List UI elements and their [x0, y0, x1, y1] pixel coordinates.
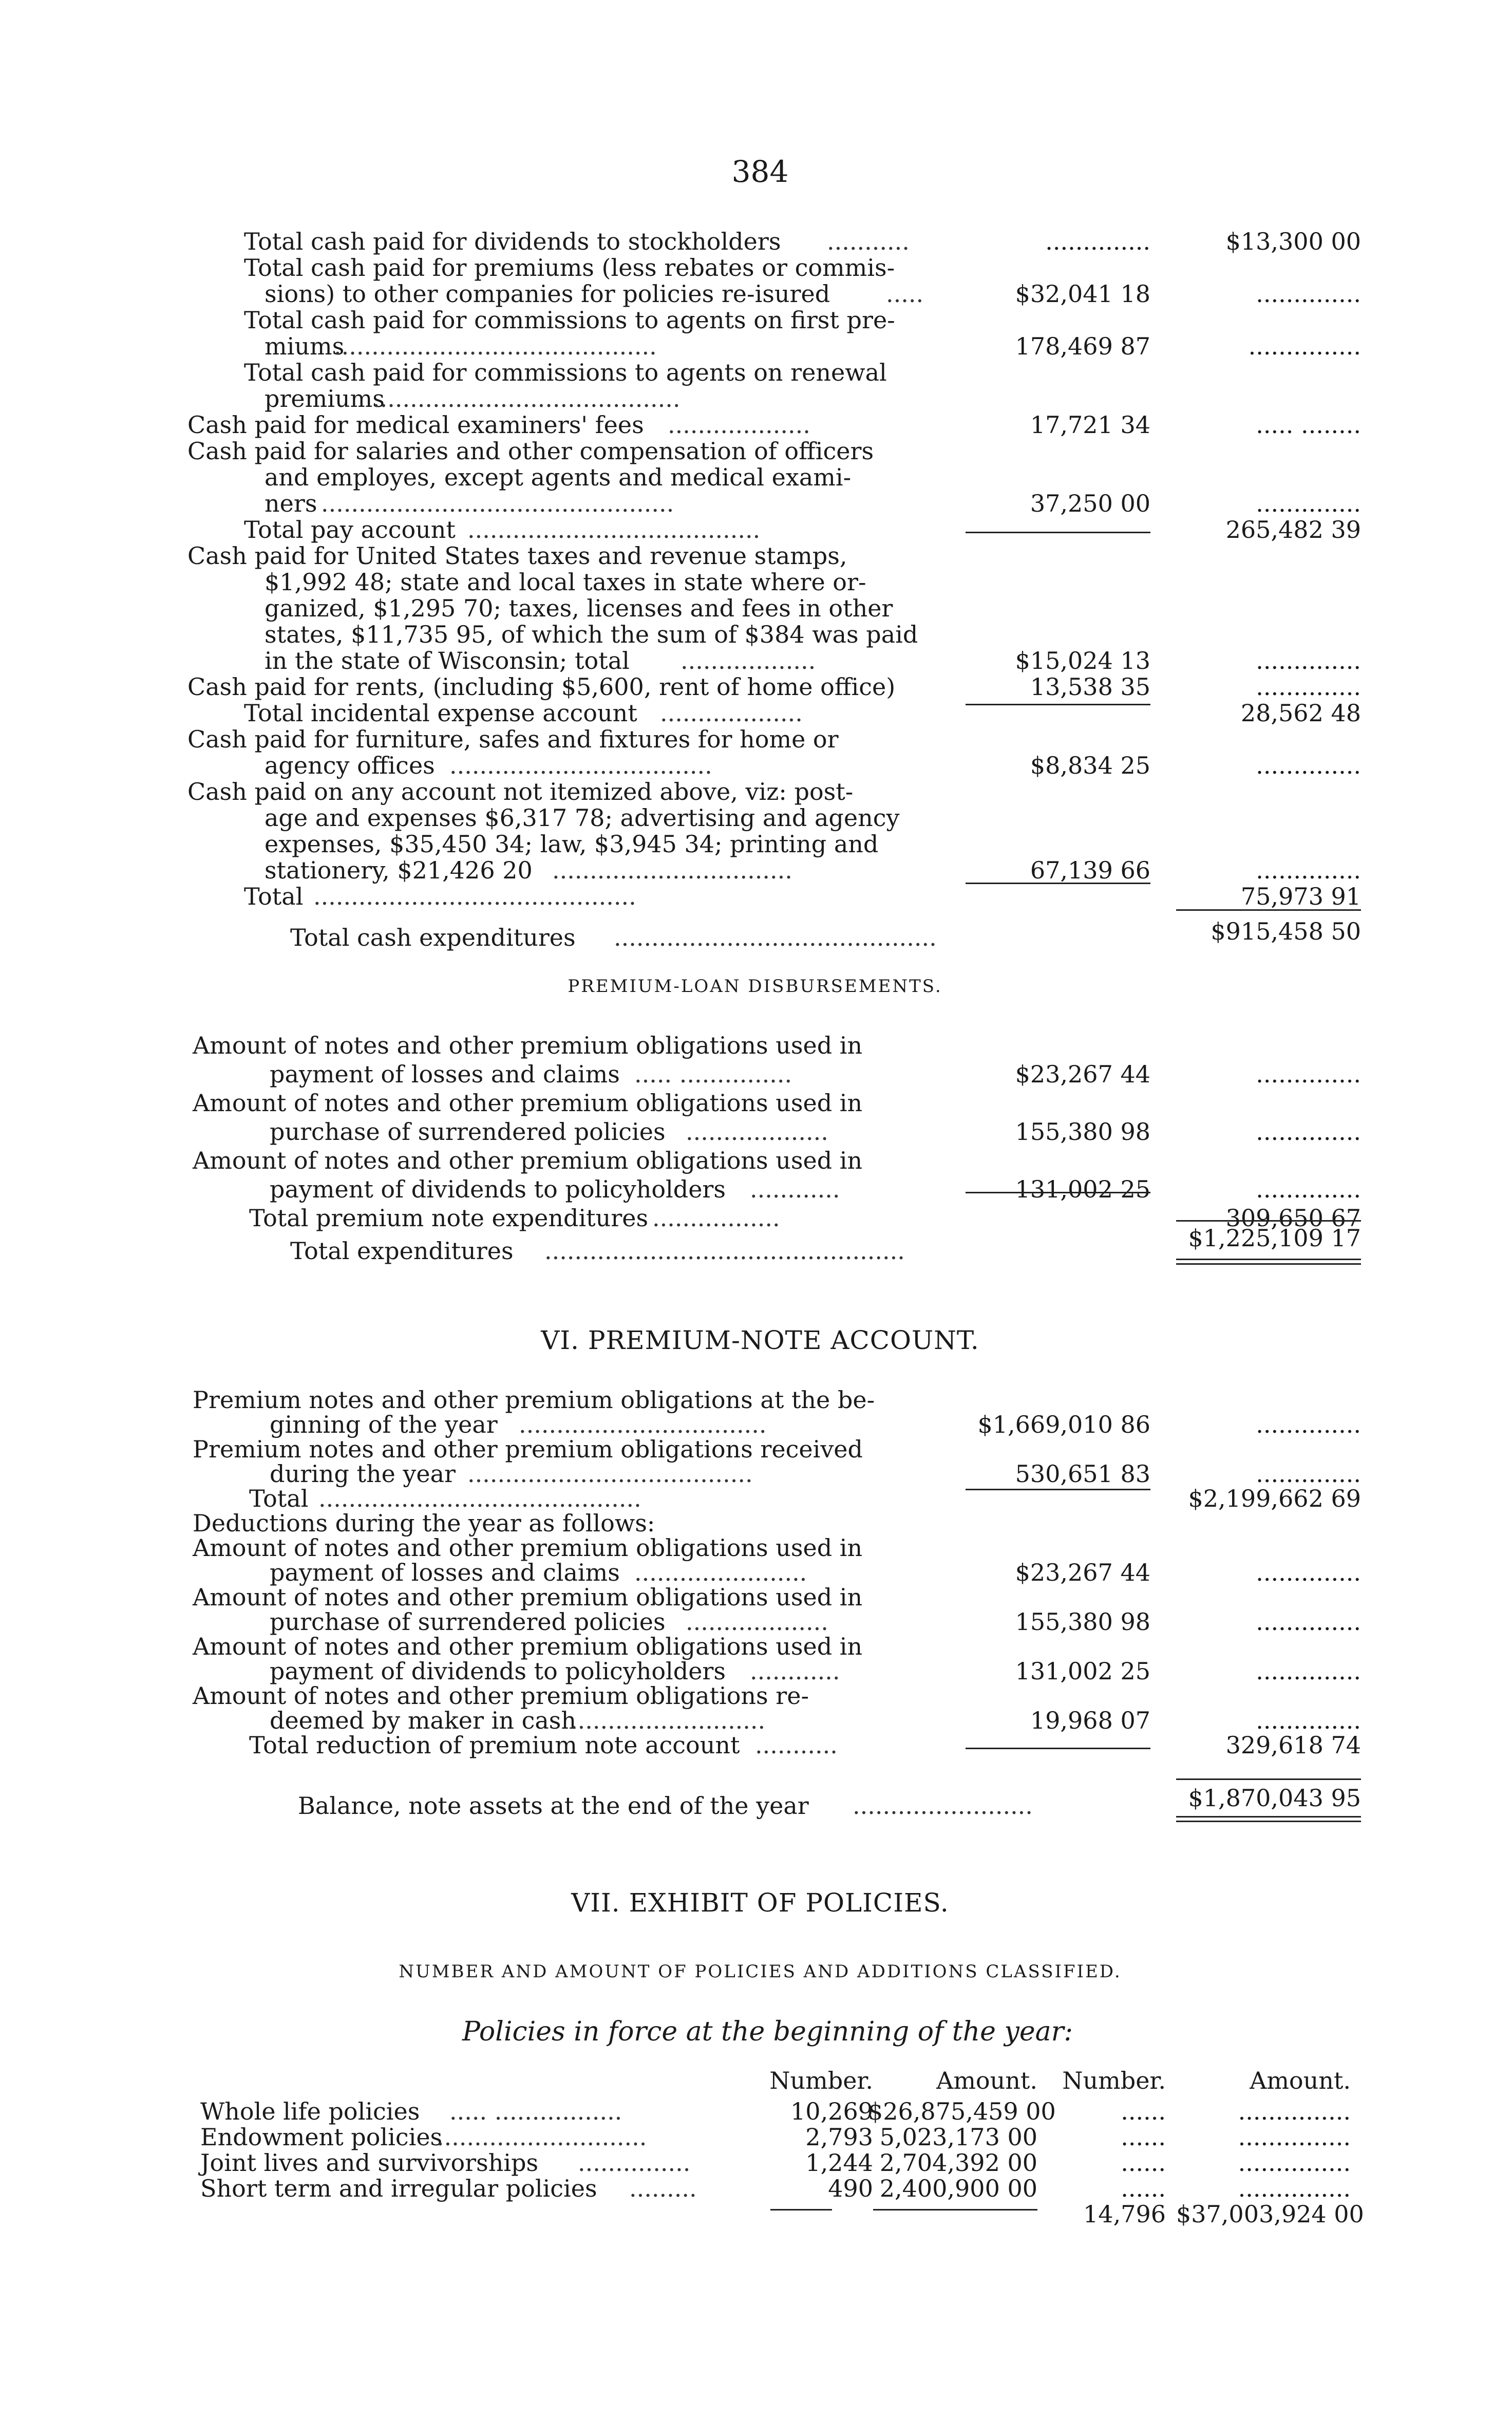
column-header: Amount.	[1250, 2067, 1351, 2094]
subtotal-rule	[966, 1748, 1150, 1749]
dot-leader: ...................	[668, 411, 810, 439]
row-label: Total pay account	[244, 516, 456, 544]
policy-amount: 2,400,900 00	[879, 2175, 1037, 2202]
col2-amount: ..... ........	[1256, 411, 1361, 439]
row-label: ners	[264, 490, 317, 517]
col2-amount: 75,973 91	[1240, 883, 1361, 910]
dot-leader: ...........	[827, 228, 910, 255]
dot-leader: .........................................	[372, 385, 681, 413]
policy-label: Whole life policies	[200, 2097, 420, 2125]
row-label: sions) to other companies for policies re-isured	[264, 280, 830, 308]
col1-amount: 17,721 34	[1030, 411, 1150, 439]
col2-amount: ..............	[1256, 280, 1361, 308]
row-label: Total reduction of premium note account	[249, 1731, 740, 1759]
col1-amount: 530,651 83	[1015, 1460, 1150, 1488]
policy-number: 490	[828, 2175, 873, 2202]
page-number: 384	[731, 154, 789, 189]
subtotal-rule	[966, 1192, 1150, 1193]
col2-amount: 28,562 48	[1240, 699, 1361, 727]
row-label: payment of losses and claims	[270, 1060, 620, 1088]
policy-number2: ......	[1121, 2175, 1166, 2202]
policy-number2: ......	[1121, 2097, 1166, 2125]
col2-amount: ..............	[1256, 1707, 1361, 1734]
dot-leader: ......................................	[467, 1460, 753, 1488]
dot-leader: .....	[886, 280, 924, 308]
row-label: payment of dividends to policyholders	[270, 1657, 726, 1685]
total-label: Total cash expenditures	[290, 924, 576, 951]
row-label: Amount of notes and other premium obligations used in	[193, 1583, 863, 1611]
dot-leader: ...............................................	[321, 490, 674, 517]
policy-number2: ......	[1121, 2123, 1166, 2151]
policy-amount: 2,704,392 00	[879, 2149, 1037, 2177]
policy-amount2: ...............	[1238, 2123, 1351, 2151]
row-label: Total premium note expenditures	[249, 1204, 649, 1232]
col1-amount: 178,469 87	[1015, 332, 1150, 360]
row-label: purchase of surrendered policies	[270, 1608, 666, 1636]
dot-leader: ..... .................	[449, 2097, 622, 2125]
policy-amount2: ...............	[1238, 2097, 1351, 2125]
dot-leader: ..........................	[570, 1707, 766, 1734]
col2-amount: ..............	[1256, 1460, 1361, 1488]
total-rule	[1176, 1220, 1361, 1222]
row-label: Cash paid for salaries and other compensation of officers	[187, 437, 874, 465]
col2-amount: ..............	[1256, 1411, 1361, 1438]
policy-label: Endowment policies	[200, 2123, 443, 2151]
col2-amount: 329,618 74	[1225, 1731, 1361, 1759]
col2-amount: ..............	[1256, 490, 1361, 517]
row-label: Amount of notes and other premium obligations re-	[193, 1682, 809, 1710]
row-label: miums	[264, 332, 345, 360]
col2-amount: ..............	[1256, 1175, 1361, 1203]
dot-leader: ...........................................	[334, 332, 657, 360]
policy-number: 2,793	[805, 2123, 873, 2151]
total-rule	[1176, 909, 1361, 911]
subtotal-rule	[966, 1489, 1150, 1490]
col1-amount: $8,834 25	[1030, 752, 1150, 779]
row-label: Premium notes and other premium obligations at the be-	[193, 1386, 875, 1414]
subtotal-rule	[966, 883, 1150, 884]
dot-leader: .........	[629, 2175, 697, 2202]
dot-leader: ...........................................	[614, 924, 937, 951]
policy-amount2: ...............	[1238, 2175, 1351, 2202]
total-label: Balance, note assets at the end of the year	[298, 1792, 809, 1820]
col2-amount: ..............	[1256, 1060, 1361, 1088]
policy-number2: ......	[1121, 2149, 1166, 2177]
row-label: Cash paid for United States taxes and revenue stamps,	[187, 542, 847, 570]
dot-leader: ...........................................	[318, 1485, 641, 1512]
subtotal-rule	[873, 2209, 1037, 2211]
dot-leader: ...................................	[449, 752, 712, 779]
section-heading: VII. EXHIBIT OF POLICIES.	[571, 1888, 949, 1918]
section-heading: VI. PREMIUM-NOTE ACCOUNT.	[541, 1325, 979, 1355]
col1-amount: ..............	[1045, 228, 1150, 255]
dot-leader: ..................	[681, 647, 816, 675]
policy-label: Joint lives and survivorships	[200, 2149, 539, 2177]
dot-leader: ...................	[686, 1118, 828, 1146]
subtotal-rule	[966, 532, 1150, 533]
col2-amount: 309,650 67	[1225, 1204, 1361, 1232]
row-label: Deductions during the year as follows:	[193, 1509, 655, 1537]
italic-heading: Policies in force at the beginning of the year:	[462, 2016, 1073, 2047]
row-label: Amount of notes and other premium obligations used in	[193, 1534, 863, 1562]
double-rule	[1176, 1816, 1361, 1822]
row-label: Cash paid on any account not itemized above, viz: post-	[187, 778, 854, 806]
col1-amount: 13,538 35	[1030, 673, 1150, 701]
col2-amount: ..............	[1256, 1118, 1361, 1146]
dot-leader: ........................	[853, 1792, 1033, 1820]
col2-amount: ..............	[1256, 752, 1361, 779]
total-rule	[1176, 1778, 1361, 1780]
col1-amount: 131,002 25	[1015, 1175, 1150, 1203]
col2-amount: $2,199,662 69	[1188, 1485, 1361, 1512]
dot-leader: ...................	[686, 1608, 828, 1636]
row-label: Cash paid for medical examiners' fees	[187, 411, 644, 439]
policy-amount: $26,875,459 00	[868, 2097, 1056, 2125]
total-number: 14,796	[1083, 2200, 1166, 2228]
row-label: ganized, $1,295 70; taxes, licenses and fees in other	[264, 594, 893, 622]
col1-amount: $32,041 18	[1015, 280, 1150, 308]
dot-leader: ............	[750, 1175, 840, 1203]
row-label: Premium notes and other premium obligations received	[193, 1435, 863, 1463]
col2-amount: 265,482 39	[1225, 516, 1361, 544]
row-label: Amount of notes and other premium obligations used in	[193, 1147, 863, 1174]
row-label: premiums	[264, 385, 385, 413]
dot-leader: .......................	[634, 1559, 807, 1586]
row-label: and employes, except agents and medical exami-	[264, 463, 852, 491]
row-label: in the state of Wisconsin; total	[264, 647, 630, 675]
col1-amount: $1,669,010 86	[977, 1411, 1150, 1438]
row-label: Total cash paid for commissions to agents on first pre-	[244, 306, 895, 334]
policy-label: Short term and irregular policies	[200, 2175, 597, 2202]
row-label: Amount of notes and other premium obligations used in	[193, 1032, 863, 1059]
col1-amount: 131,002 25	[1015, 1657, 1150, 1685]
dot-leader: ..... ...............	[634, 1060, 792, 1088]
col1-amount: $23,267 44	[1015, 1559, 1150, 1586]
policy-amount2: ...............	[1238, 2149, 1351, 2177]
col2-amount: ..............	[1256, 673, 1361, 701]
row-label: Total	[244, 883, 304, 910]
row-label: Cash paid for rents, (including $5,600, rent of home office)	[187, 673, 896, 701]
row-label: Total incidental expense account	[244, 699, 637, 727]
row-label: purchase of surrendered policies	[270, 1118, 666, 1146]
col2-amount: ..............	[1256, 1559, 1361, 1586]
dot-leader: .......................................	[467, 516, 761, 544]
col1-amount: 19,968 07	[1030, 1707, 1150, 1734]
dot-leader: ...........................................	[313, 883, 636, 910]
row-label: $1,992 48; state and local taxes in state where or-	[264, 568, 866, 596]
row-label: payment of losses and claims	[270, 1559, 620, 1586]
subtotal-rule	[966, 704, 1150, 705]
total-amount: $1,870,043 95	[1188, 1784, 1361, 1812]
row-label: Total cash paid for premiums (less rebates or commis-	[244, 254, 895, 282]
total-amount: $37,003,924 00	[1176, 2200, 1364, 2228]
row-label: deemed by maker in cash	[270, 1707, 576, 1734]
col2-amount: ..............	[1256, 1608, 1361, 1636]
row-label: states, $11,735 95, of which the sum of $384 was paid	[264, 621, 918, 648]
dot-leader: ................................................	[544, 1237, 905, 1265]
column-header: Number.	[1062, 2067, 1166, 2094]
col2-amount: ..............	[1256, 1657, 1361, 1685]
policy-number: 1,244	[805, 2149, 873, 2177]
dot-leader: ............	[750, 1657, 840, 1685]
dot-leader: ............................	[437, 2123, 647, 2151]
row-label: stationery, $21,426 20	[264, 856, 533, 884]
col1-amount: $23,267 44	[1015, 1060, 1150, 1088]
row-label: Total cash paid for commissions to agents on renewal	[244, 359, 887, 386]
dot-leader: ...........	[755, 1731, 838, 1759]
row-label: age and expenses $6,317 78; advertising and agency	[264, 804, 900, 832]
total-label: Total expenditures	[290, 1237, 514, 1265]
col1-amount: $15,024 13	[1015, 647, 1150, 675]
row-label: Amount of notes and other premium obligations used in	[193, 1089, 863, 1117]
row-label: Total	[249, 1485, 309, 1512]
row-label: payment of dividends to policyholders	[270, 1175, 726, 1203]
subtotal-rule	[770, 2209, 832, 2211]
double-rule	[1176, 1259, 1361, 1265]
col1-amount: 37,250 00	[1030, 490, 1150, 517]
dot-leader: .................................	[519, 1411, 767, 1438]
column-header: Number.	[769, 2067, 873, 2094]
column-header: Amount.	[936, 2067, 1037, 2094]
row-label: expenses, $35,450 34; law, $3,945 34; printing and	[264, 830, 879, 858]
col2-amount: ..............	[1256, 647, 1361, 675]
col1-amount: 155,380 98	[1015, 1118, 1150, 1146]
col2-amount: $13,300 00	[1225, 228, 1361, 255]
col2-amount: ...............	[1248, 332, 1361, 360]
col2-amount: ..............	[1256, 856, 1361, 884]
row-label: Cash paid for furniture, safes and fixtures for home or	[187, 725, 839, 753]
col1-amount: 67,139 66	[1030, 856, 1150, 884]
total-amount: $1,225,109 17	[1188, 1224, 1361, 1252]
dot-leader: .................	[652, 1204, 780, 1232]
policy-number: 10,269	[790, 2097, 873, 2125]
dot-leader: ...................	[660, 699, 803, 727]
row-label: Total cash paid for dividends to stockholders	[244, 228, 781, 255]
dot-leader: ...............	[578, 2149, 691, 2177]
row-label: agency offices	[264, 752, 435, 779]
total-amount: $915,458 50	[1211, 917, 1361, 945]
policy-amount: 5,023,173 00	[879, 2123, 1037, 2151]
col1-amount: 155,380 98	[1015, 1608, 1150, 1636]
row-label: during the year	[270, 1460, 456, 1488]
row-label: ginning of the year	[270, 1411, 498, 1438]
section-subheading: NUMBER AND AMOUNT OF POLICIES AND ADDITIONS CLASSIFIED.	[399, 1961, 1122, 1982]
section-heading: PREMIUM-LOAN DISBURSEMENTS.	[568, 976, 942, 997]
row-label: Amount of notes and other premium obligations used in	[193, 1633, 863, 1660]
dot-leader: ................................	[552, 856, 792, 884]
